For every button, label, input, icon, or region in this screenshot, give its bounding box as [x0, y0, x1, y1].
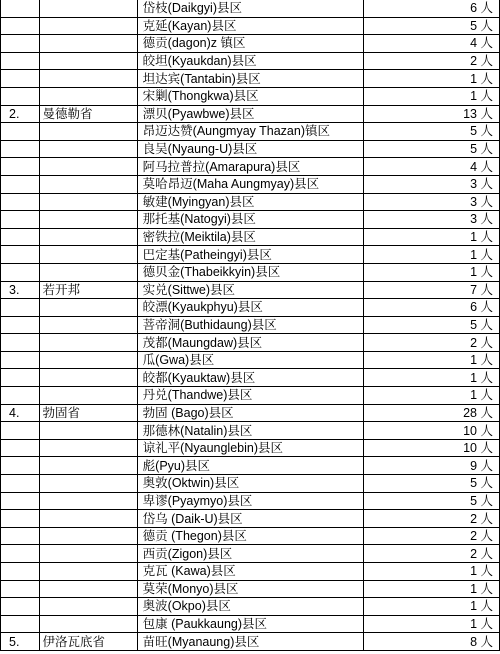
- table-row: [1, 334, 500, 352]
- person-count: 2 人: [363, 334, 499, 352]
- table-row: [1, 457, 500, 475]
- table-row: [1, 263, 500, 281]
- row-number: [1, 299, 40, 317]
- person-count: 1 人: [363, 70, 499, 88]
- table-row: [1, 615, 500, 633]
- row-number: [1, 351, 40, 369]
- row-number: 3.: [1, 281, 40, 299]
- person-count: 1 人: [363, 246, 499, 264]
- row-number: [1, 492, 40, 510]
- person-count: 6 人: [363, 299, 499, 317]
- person-count: 5 人: [363, 17, 499, 35]
- district-name: 宋剿(Thongkwa)县区: [137, 87, 363, 105]
- region-name: [39, 615, 137, 633]
- district-name: 实兑(Sittwe)县区: [137, 281, 363, 299]
- row-number: [1, 263, 40, 281]
- row-number: [1, 175, 40, 193]
- district-name: 阿马拉普拉(Amarapura)县区: [137, 158, 363, 176]
- region-name: [39, 0, 137, 17]
- region-name: [39, 175, 137, 193]
- person-count: 13 人: [363, 105, 499, 123]
- district-name: 卑谬(Pyaymyo)县区: [137, 492, 363, 510]
- person-count: 7 人: [363, 281, 499, 299]
- district-name: 苗旺(Myanaung)县区: [137, 633, 363, 651]
- person-count: 1 人: [363, 615, 499, 633]
- row-number: [1, 527, 40, 545]
- region-name: [39, 545, 137, 563]
- table-row: [1, 404, 500, 422]
- person-count: 9 人: [363, 457, 499, 475]
- region-name: [39, 228, 137, 246]
- person-count: 1 人: [363, 387, 499, 405]
- person-count: 5 人: [363, 140, 499, 158]
- region-name: [39, 70, 137, 88]
- district-name: 克延(Kayan)县区: [137, 17, 363, 35]
- district-name: 奥波(Okpo)县区: [137, 598, 363, 616]
- region-name: [39, 369, 137, 387]
- table-row: [1, 510, 500, 528]
- region-name: [39, 422, 137, 440]
- district-name: 谅礼平(Nyaunglebin)县区: [137, 439, 363, 457]
- district-name: 良吴(Nyaung-U)县区: [137, 140, 363, 158]
- row-number: [1, 510, 40, 528]
- district-name: 岱乌 (Daik-U)县区: [137, 510, 363, 528]
- person-count: 3 人: [363, 175, 499, 193]
- table-row: [1, 17, 500, 35]
- person-count: 3 人: [363, 211, 499, 229]
- district-name: 德贡 (Thegon)县区: [137, 527, 363, 545]
- district-name: 坦达宾(Tantabin)县区: [137, 70, 363, 88]
- district-name: 茂都(Maungdaw)县区: [137, 334, 363, 352]
- district-name: 密铁拉(Meiktila)县区: [137, 228, 363, 246]
- person-count: 2 人: [363, 510, 499, 528]
- row-number: [1, 563, 40, 581]
- district-name: 那托基(Natogyi)县区: [137, 211, 363, 229]
- district-name: 岱枝(Daikgyi)县区: [137, 0, 363, 17]
- region-name: [39, 457, 137, 475]
- person-count: 10 人: [363, 422, 499, 440]
- region-name: 伊洛瓦底省: [39, 633, 137, 651]
- table-row: [1, 563, 500, 581]
- district-name: 奥敦(Oktwin)县区: [137, 475, 363, 493]
- row-number: [1, 35, 40, 53]
- table-row: [1, 175, 500, 193]
- row-number: [1, 123, 40, 141]
- row-number: [1, 615, 40, 633]
- region-name: 若开邦: [39, 281, 137, 299]
- row-number: [1, 246, 40, 264]
- region-name: [39, 158, 137, 176]
- person-count: 4 人: [363, 158, 499, 176]
- district-name: 丹兑(Thandwe)县区: [137, 387, 363, 405]
- region-name: [39, 510, 137, 528]
- region-name: [39, 140, 137, 158]
- table-row: [1, 52, 500, 70]
- row-number: [1, 475, 40, 493]
- region-name: [39, 263, 137, 281]
- table-row: [1, 527, 500, 545]
- district-name: 勃固 (Bago)县区: [137, 404, 363, 422]
- region-name: [39, 334, 137, 352]
- row-number: [1, 140, 40, 158]
- table-row: [1, 35, 500, 53]
- table-row: [1, 211, 500, 229]
- district-name: 德贝金(Thabeikkyin)县区: [137, 263, 363, 281]
- district-name: 巴定基(Patheingyi)县区: [137, 246, 363, 264]
- person-count: 1 人: [363, 263, 499, 281]
- table-row: [1, 0, 500, 17]
- district-table-body: [1, 0, 500, 650]
- person-count: 2 人: [363, 527, 499, 545]
- region-name: [39, 17, 137, 35]
- table-row: [1, 316, 500, 334]
- row-number: [1, 0, 40, 17]
- person-count: 5 人: [363, 316, 499, 334]
- region-name: 曼德勒省: [39, 105, 137, 123]
- region-name: [39, 52, 137, 70]
- row-number: [1, 158, 40, 176]
- region-name: [39, 598, 137, 616]
- region-name: [39, 193, 137, 211]
- region-name: [39, 439, 137, 457]
- table-row: [1, 70, 500, 88]
- region-name: [39, 492, 137, 510]
- district-name: 漂贝(Pyawbwe)县区: [137, 105, 363, 123]
- row-number: [1, 580, 40, 598]
- region-name: [39, 527, 137, 545]
- region-name: [39, 35, 137, 53]
- table-row: [1, 158, 500, 176]
- person-count: 1 人: [363, 351, 499, 369]
- district-name: 菩帝洞(Buthidaung)县区: [137, 316, 363, 334]
- region-name: [39, 316, 137, 334]
- person-count: 6 人: [363, 0, 499, 17]
- person-count: 1 人: [363, 369, 499, 387]
- row-number: [1, 17, 40, 35]
- district-name: 彪(Pyu)县区: [137, 457, 363, 475]
- district-name: 昂迈达赞(Aungmyay Thazan)镇区: [137, 123, 363, 141]
- person-count: 4 人: [363, 35, 499, 53]
- person-count: 28 人: [363, 404, 499, 422]
- row-number: [1, 316, 40, 334]
- person-count: 1 人: [363, 87, 499, 105]
- row-number: [1, 211, 40, 229]
- table-row: [1, 87, 500, 105]
- table-row: [1, 492, 500, 510]
- district-name: 皎坦(Kyaukdan)县区: [137, 52, 363, 70]
- district-name: 那德林(Natalin)县区: [137, 422, 363, 440]
- table-row: [1, 369, 500, 387]
- district-name: 瓜(Gwa)县区: [137, 351, 363, 369]
- row-number: [1, 422, 40, 440]
- region-name: [39, 580, 137, 598]
- table-row: [1, 387, 500, 405]
- table-row: [1, 281, 500, 299]
- person-count: 1 人: [363, 563, 499, 581]
- region-name: [39, 387, 137, 405]
- region-name: [39, 87, 137, 105]
- table-row: [1, 140, 500, 158]
- table-row: [1, 598, 500, 616]
- person-count: 1 人: [363, 598, 499, 616]
- table-row: [1, 105, 500, 123]
- person-count: 5 人: [363, 492, 499, 510]
- person-count: 8 人: [363, 633, 499, 651]
- person-count: 3 人: [363, 193, 499, 211]
- region-name: [39, 563, 137, 581]
- region-name: [39, 351, 137, 369]
- table-row: [1, 299, 500, 317]
- table-row: [1, 246, 500, 264]
- region-name: 勃固省: [39, 404, 137, 422]
- table-row: [1, 633, 500, 651]
- region-name: [39, 211, 137, 229]
- district-name: 敏建(Myingyan)县区: [137, 193, 363, 211]
- table-row: [1, 580, 500, 598]
- person-count: 5 人: [363, 475, 499, 493]
- row-number: [1, 193, 40, 211]
- row-number: [1, 457, 40, 475]
- region-name: [39, 246, 137, 264]
- district-name: 莫哈昂迈(Maha Aungmyay)县区: [137, 175, 363, 193]
- row-number: [1, 87, 40, 105]
- region-name: [39, 299, 137, 317]
- table-row: [1, 439, 500, 457]
- person-count: 2 人: [363, 52, 499, 70]
- district-name: 西贡(Zigon)县区: [137, 545, 363, 563]
- table-row: [1, 123, 500, 141]
- table-row: [1, 545, 500, 563]
- row-number: [1, 334, 40, 352]
- row-number: [1, 598, 40, 616]
- region-name: [39, 475, 137, 493]
- row-number: [1, 52, 40, 70]
- table-row: [1, 193, 500, 211]
- table-row: [1, 228, 500, 246]
- row-number: [1, 228, 40, 246]
- table-row: [1, 475, 500, 493]
- district-name: 莫荣(Monyo)县区: [137, 580, 363, 598]
- person-count: 2 人: [363, 545, 499, 563]
- table-row: [1, 351, 500, 369]
- row-number: [1, 70, 40, 88]
- person-count: 5 人: [363, 123, 499, 141]
- district-name: 包康 (Paukkaung)县区: [137, 615, 363, 633]
- row-number: [1, 439, 40, 457]
- district-name: 克瓦 (Kawa)县区: [137, 563, 363, 581]
- person-count: 10 人: [363, 439, 499, 457]
- row-number: [1, 387, 40, 405]
- district-name: 德贡(dagon)z 镇区: [137, 35, 363, 53]
- district-name: 皎都(Kyauktaw)县区: [137, 369, 363, 387]
- row-number: 4.: [1, 404, 40, 422]
- district-name: 皎漂(Kyaukphyu)县区: [137, 299, 363, 317]
- region-name: [39, 123, 137, 141]
- row-number: [1, 545, 40, 563]
- person-count: 1 人: [363, 580, 499, 598]
- row-number: 2.: [1, 105, 40, 123]
- row-number: [1, 369, 40, 387]
- row-number: 5.: [1, 633, 40, 651]
- person-count: 1 人: [363, 228, 499, 246]
- table-row: [1, 422, 500, 440]
